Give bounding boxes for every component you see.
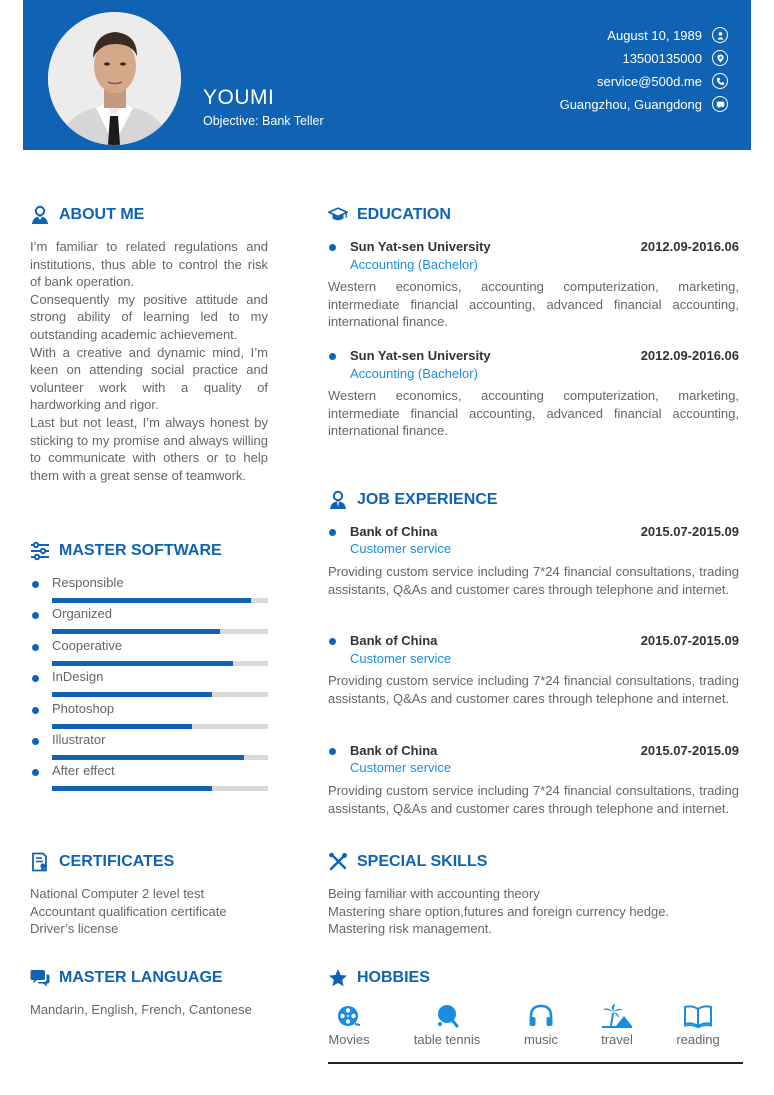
education-heading — [328, 205, 451, 225]
job-date: 2015.07-2015.09 — [640, 633, 739, 648]
education-title: EDUCATION — [357, 206, 451, 223]
skill-item — [30, 577, 268, 609]
skill-bar-fill — [52, 755, 244, 760]
job-description: Providing custom service including 7*24 financial consultations, trading assistants, Q&As and customer cares through telephone and internet. — [328, 564, 739, 597]
certificate-item: National Computer 2 level test — [30, 886, 205, 901]
worker-icon — [328, 490, 348, 510]
job-entry-header — [328, 524, 739, 542]
hobby-table-tennis — [407, 1002, 487, 1047]
master-language-title: MASTER LANGUAGE — [59, 969, 223, 986]
contact-location-text: Guangzhou, Guangdong — [559, 96, 702, 112]
hobby-label: travel — [601, 1032, 633, 1047]
certificates-heading — [30, 852, 174, 872]
skill-item — [30, 608, 268, 640]
job-role: Customer service — [350, 760, 452, 775]
job-entry-header — [328, 743, 739, 761]
bullet-dot — [329, 638, 336, 645]
skill-bar-track — [52, 786, 268, 791]
hobbies-heading — [328, 968, 430, 988]
hobby-music — [501, 1002, 581, 1047]
skill-item — [30, 765, 268, 797]
skill-bar-fill — [52, 786, 212, 791]
skill-label: Photoshop — [52, 700, 115, 716]
about-paragraph: I’m familiar to related regulations and institutions, thus able to control the risk of bank operation. — [30, 239, 268, 290]
about-me-text — [30, 238, 268, 484]
hobby-travel — [577, 1002, 657, 1047]
skill-item — [30, 700, 268, 735]
about-me-title: ABOUT ME — [59, 206, 145, 223]
job-description: Providing custom service including 7*24 financial consultations, trading assistants, Q&As and customer cares through telephone and internet. — [328, 783, 739, 816]
bullet-dot — [329, 748, 336, 755]
skill-bar-fill — [52, 724, 192, 729]
skill-bar-track — [52, 661, 268, 666]
skill-bar-fill — [52, 629, 220, 634]
palm-tree-icon — [577, 1002, 657, 1030]
education-date: 2012.09-2016.06 — [640, 348, 739, 363]
star-icon — [328, 968, 348, 988]
job-description: Providing custom service including 7*24 financial consultations, trading assistants, Q&As and customer cares through telephone and internet. — [328, 673, 739, 706]
bullet-dot — [32, 675, 39, 682]
hobby-label: music — [524, 1032, 558, 1047]
contact-birthday-text: August 10, 1989 — [607, 27, 702, 43]
bullet-dot — [32, 581, 39, 588]
master-language-heading — [30, 968, 223, 988]
job-role: Customer service — [350, 541, 452, 556]
skill-label: Illustrator — [52, 732, 106, 747]
avatar — [48, 12, 181, 145]
open-book-icon — [658, 1002, 738, 1030]
skill-bar-fill — [52, 692, 212, 697]
education-institution: Sun Yat-sen University — [350, 239, 491, 254]
location-pin-icon — [712, 50, 728, 66]
certificates-list — [30, 885, 227, 938]
job-date: 2015.07-2015.09 — [640, 524, 739, 539]
education-entry-header — [328, 239, 739, 257]
hobby-label: table tennis — [413, 1032, 481, 1047]
skill-bar-track — [52, 629, 268, 634]
person-icon — [712, 27, 728, 43]
education-description: Western economics, accounting computerization, marketing, intermediate financial accounting, advanced financial accounting, international finance. — [328, 388, 739, 439]
about-me-heading — [30, 205, 144, 225]
skill-item — [30, 637, 268, 672]
certificate-item: Driver’s license — [30, 921, 119, 937]
hobby-label: Movies — [328, 1032, 370, 1047]
speech-bubbles-icon — [30, 968, 50, 988]
tools-icon — [328, 852, 348, 872]
about-paragraph: Consequently my positive attitude and strong ability of learning led to my outstanding academic achievement. — [30, 291, 268, 342]
skill-bar-track — [52, 692, 268, 697]
bullet-dot — [329, 353, 336, 360]
user-icon — [30, 205, 50, 225]
skill-bar-track — [52, 598, 268, 603]
master-software-title: MASTER SOFTWARE — [59, 542, 222, 559]
education-description: Western economics, accounting computerization, marketing, intermediate financial accounting, advanced financial accounting, international finance. — [328, 279, 739, 330]
contact-email-text: service@500d.me — [597, 73, 702, 89]
bullet-dot — [32, 707, 39, 714]
skill-bar-track — [52, 724, 268, 729]
special-skill-item: Mastering share option,futures and foreign currency hedge. — [328, 903, 670, 919]
education-entry-header — [328, 348, 739, 366]
bullet-dot — [32, 769, 39, 776]
contact-birthday — [607, 26, 728, 44]
ping-pong-icon — [407, 1002, 487, 1030]
hobbies-title: HOBBIES — [357, 969, 430, 986]
contact-location — [560, 95, 728, 113]
bullet-dot — [32, 612, 39, 619]
certificate-item: Accountant qualification certificate — [30, 903, 227, 919]
education-degree: Accounting (Bachelor) — [350, 366, 478, 381]
contact-email — [597, 72, 728, 90]
skill-bar-fill — [52, 598, 251, 603]
job-role: Customer service — [350, 651, 452, 666]
sliders-icon — [30, 541, 50, 561]
bottom-divider — [328, 1062, 743, 1064]
resume-objective: Objective: Bank Teller — [203, 114, 324, 128]
special-skills-heading — [328, 852, 487, 872]
skill-label: Cooperative — [52, 637, 123, 653]
languages-text: Mandarin, English, French, Cantonese — [30, 1002, 252, 1017]
phone-icon — [712, 73, 728, 89]
master-software-heading — [30, 541, 222, 561]
education-date: 2012.09-2016.06 — [640, 239, 739, 254]
education-degree: Accounting (Bachelor) — [350, 257, 478, 272]
skill-label: Organized — [52, 606, 112, 622]
job-experience-heading — [328, 490, 497, 510]
about-paragraph: Last but not least, I’m always honest by sticking to my promise and always willing to communicate with others or to help them with a great sense of teamwork. — [30, 414, 268, 483]
bullet-dot — [329, 244, 336, 251]
skill-label: Responsible — [52, 575, 124, 590]
contact-phone-text: 13500135000 — [622, 50, 702, 66]
hobby-movies — [309, 1002, 389, 1047]
resume-name: YOUMI — [203, 86, 275, 109]
contact-phone — [622, 49, 728, 67]
bullet-dot — [32, 738, 39, 745]
job-experience-title: JOB EXPERIENCE — [357, 491, 498, 508]
hobby-reading — [658, 1002, 738, 1047]
about-paragraph: With a creative and dynamic mind, I’m keen on attending social practice and volunteer work with a quality of hardworking and rigor. — [30, 344, 268, 413]
skill-label: InDesign — [52, 669, 104, 685]
special-skill-item: Mastering risk management. — [328, 921, 493, 937]
job-date: 2015.07-2015.09 — [640, 743, 739, 758]
skill-item — [30, 734, 268, 766]
special-skills-title: SPECIAL SKILLS — [357, 853, 488, 870]
graduation-cap-icon — [328, 205, 348, 225]
education-institution: Sun Yat-sen University — [350, 348, 491, 363]
special-skills-list — [328, 885, 669, 938]
job-entry-header — [328, 633, 739, 651]
headphones-icon — [501, 1002, 581, 1030]
skill-item — [30, 671, 268, 703]
skill-bar-track — [52, 755, 268, 760]
bullet-dot — [32, 644, 39, 651]
hobby-label: reading — [676, 1032, 720, 1047]
film-reel-icon — [309, 1002, 389, 1030]
chat-icon — [712, 96, 728, 112]
special-skill-item: Being familiar with accounting theory — [328, 886, 540, 901]
certificates-title: CERTIFICATES — [59, 853, 175, 870]
job-employer: Bank of China — [350, 524, 438, 539]
job-employer: Bank of China — [350, 633, 438, 648]
bullet-dot — [329, 529, 336, 536]
skill-bar-fill — [52, 661, 233, 666]
certificate-icon — [30, 852, 50, 872]
job-employer: Bank of China — [350, 743, 438, 758]
skill-label: After effect — [52, 763, 115, 779]
